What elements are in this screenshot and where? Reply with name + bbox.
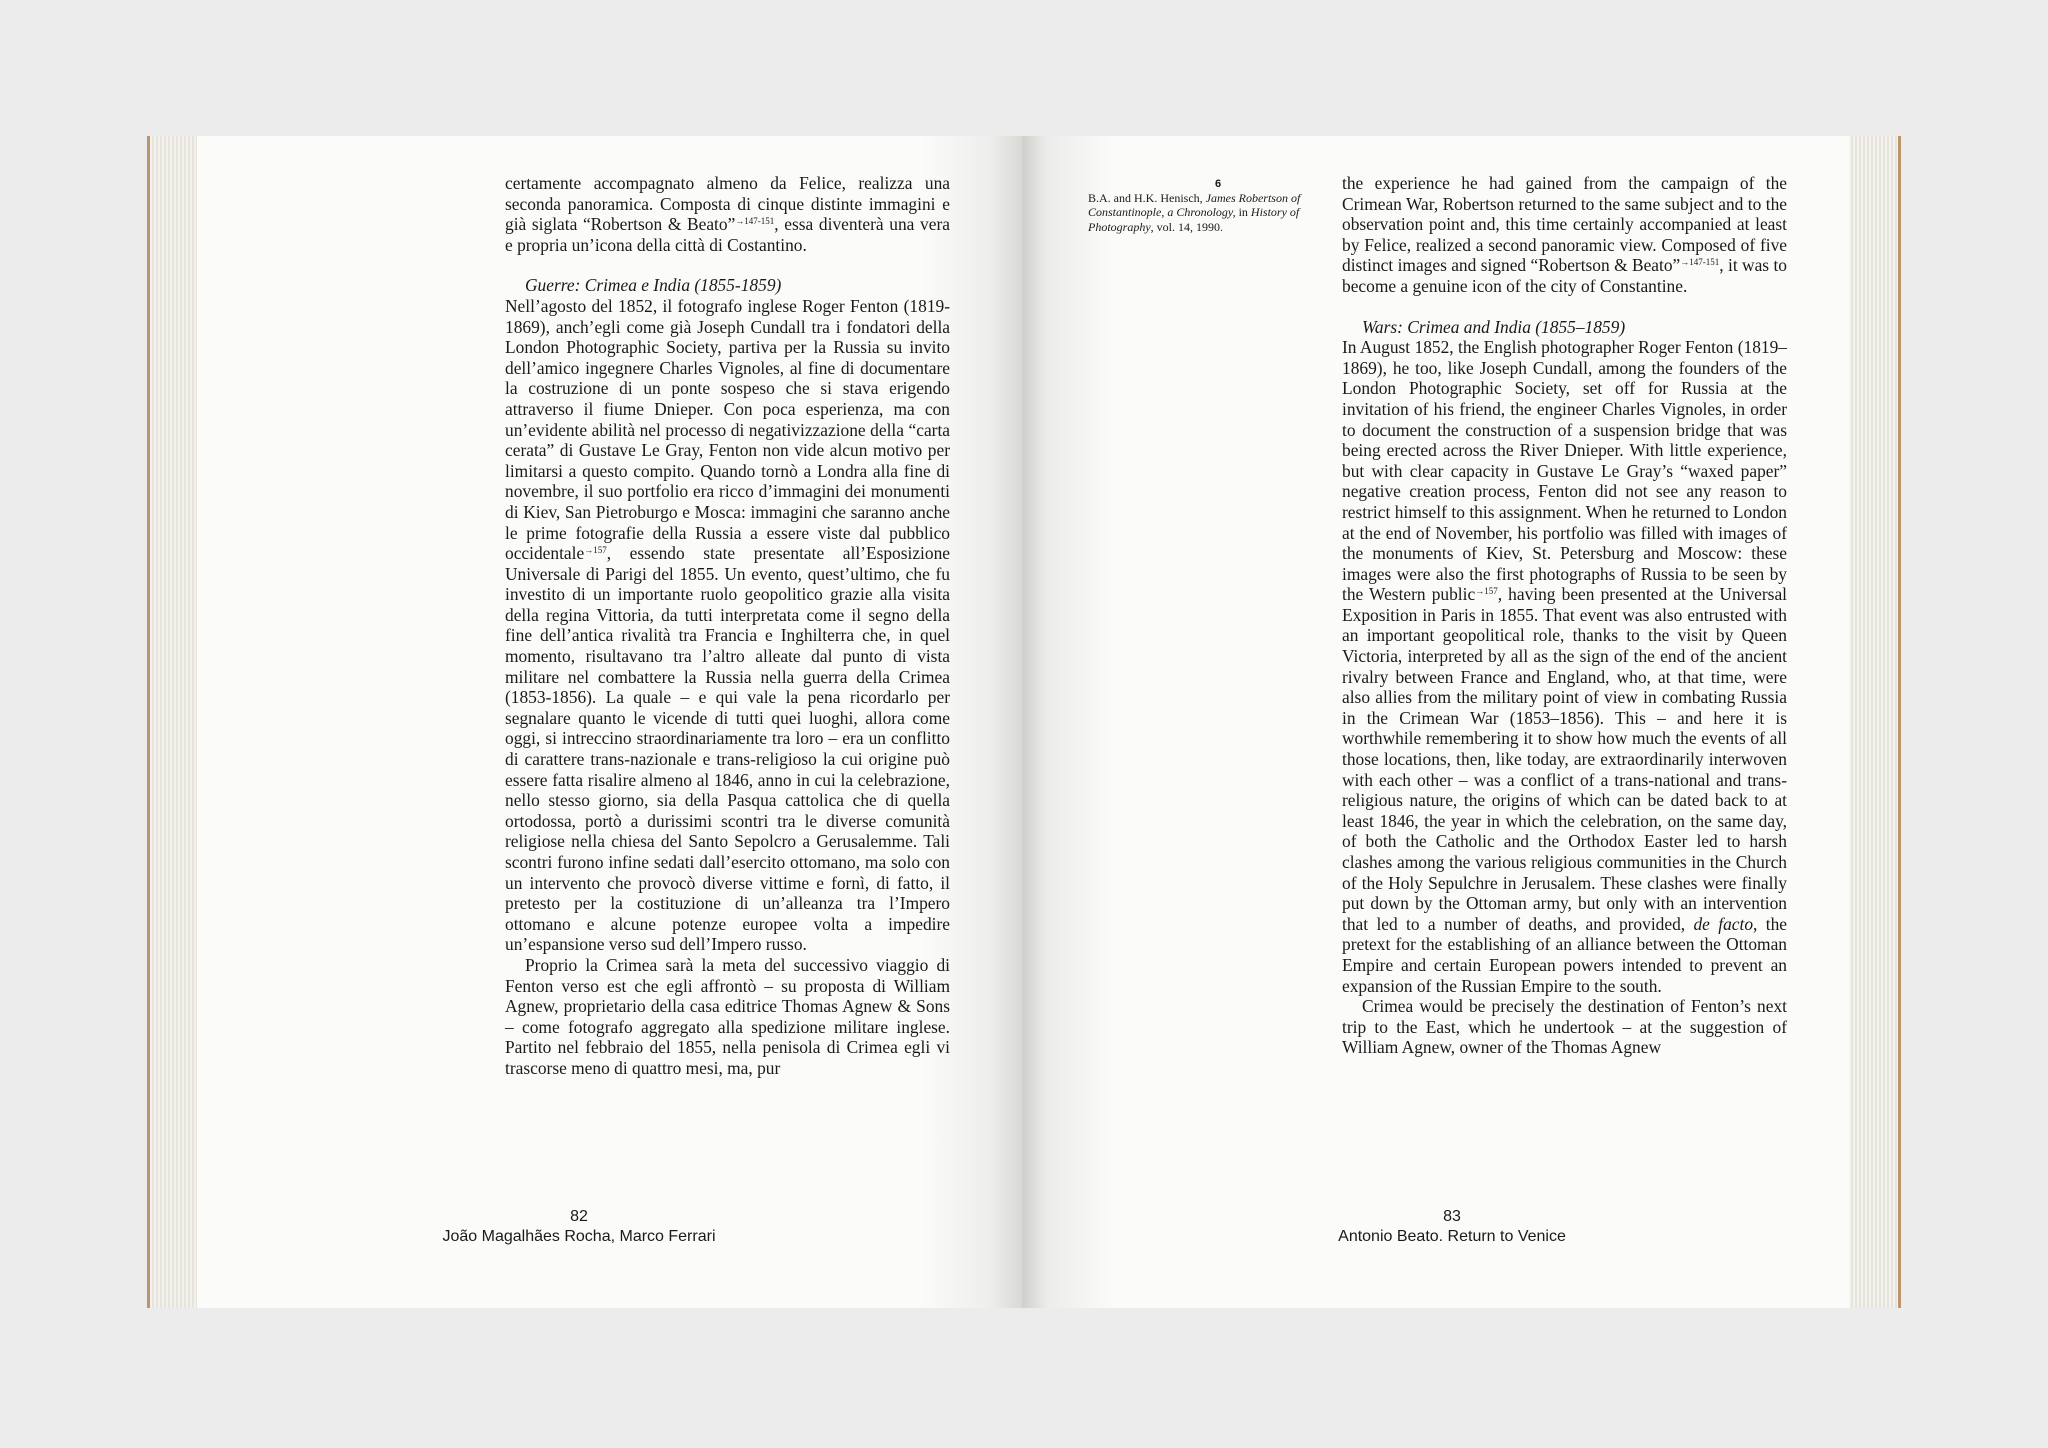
cross-reference: →157 [584,545,607,556]
left-page-text [505,173,950,1079]
cross-reference: →147-151 [735,216,775,227]
open-book [147,136,1901,1308]
cross-reference: →147-151 [1680,257,1720,268]
right-paragraph-2: In August 1852, the English photographer Roger Fenton (1819–1869), he too, like Joseph Cundall, among the founders of the London Photographic Society, set off for Russia at the invitation of his friend, the engineer Charles Vignoles, in order to document the construction of a suspension bridge that was being erected across the River Dnieper. With little experience, but with clear capacity in Gustave Le Gray’s “waxed paper” negative creation process, Fenton did not see any reason to restrict himself to this assignment. When he returned to London at the end of November, his portfolio was filled with images of the monuments of Kiev, St. Petersburg and Moscow: these images were also the first photographs of Russia to be seen by the Western public$^{\to 157}$, having been presented at the Universal Exposition in Paris in 1855. That event was also entrusted with an important geopolitical role, thanks to the visit by Queen Victoria, interpreted by all as the sign of the end of the ancient rivalry between France and England, who, at that time, were also allies from the military point of view in combating Russia in the Crimean War (1853–1856). This – and here it is worthwhile remembering it to show how much the events of all those locations, then, like today, are extraordinarily interwoven with each other – was a conflict of a trans-national and trans-religious nature, the origins of which can be dated back to at least 1846, the year in which the celebration, on the same day, of both the Catholic and the Orthodox Easter led to harsh clashes among the various religious communities in the Church of the Holy Sepulchre in Jerusalem. These clashes were finally put down by the Ottoman army, but only with an intervention that led to a number of deaths, and provided, de facto, the pretext for the establishing of an alliance between the Ottoman Empire and certain European powers intended to prevent an expansion of the Russian Empire to the south. [1342,337,1788,996]
right-page-text [1342,173,1787,1058]
right-paragraph-3: Crimea would be precisely the destination of Fenton’s next trip to the East, which he undertook – at the suggestion of William Agnew, owner of the Thomas Agnew [1342,996,1787,1058]
right-page-footer [1287,1207,1617,1247]
left-paragraph-2: Nell’agosto del 1852, il fotografo inglese Roger Fenton (1819-1869), anch’egli come già Joseph Cundall tra i fondatori della London Photographic Society, partiva per la Russia su invito dell’amico ingegnere Charles Vignoles, al fine di documentare la costruzione di un ponte sospeso che si stava erigendo attraverso il fiume Dnieper. Con poca esperienza, ma con un’evidente abilità nel processo di negativizzazione della “carta cerata” di Gustave Le Gray, Fenton non vide alcun motivo per limitarsi a questo compito. Quando tornò a Londra alla fine di novembre, il suo portfolio era ricco d’immagini dei monumenti di Kiev, San Pietroburgo e Mosca: immagini che saranno anche le prime fotografie della Russia a essere viste dal pubblico occidentale$^{\to 157}$, essendo state presentate all’Esposizione Universale di Parigi del 1855. Un evento, quest’ultimo, che fu investito di un importante ruolo geopolitico grazie alla visita della regina Vittoria, da tutti interpretata come il segno della fine dell’antica rivalità tra Francia e Inghilterra che, in quel momento, risultavano tra l’altro alleate dal punto di vista militare nel combattere la Russia nella guerra della Crimea (1853-1856). La quale – e qui vale la pena ricordarlo per segnalare quanto le vicende di tutti quei luoghi, allora come oggi, si intreccino straordinariamente tra loro – era un conflitto di carattere trans-nazionale e trans-religioso la cui origine può essere fatta risalire almeno al 1846, anno in cui la celebrazione, nello stesso giorno, sia della Pasqua cattolica che di quella ortodossa, portò a durissimi scontri tra le diverse comunità religiose nella chiesa del Santo Sepolcro a Gerusalemme. Tali scontri furono infine sedati dall’esercito ottomano, ma solo con un intervento che provocò diverse vittime e fornì, di fatto, il pretesto per la costituzione di un’alleanza tra l’Impero ottomano e alcune potenze europee volta a impedire un’espansione verso sud dell’Impero russo. [505,295,950,955]
section-heading: Guerre: Crimea e India (1855-1859) [525,275,782,296]
left-paragraph-1: certamente accompagnato almeno da Felice, realizza una seconda panoramica. Composta di cinque distinte immagini e già siglata “Robertson & Beato”$^{\to 147-151}$, essa diventerà una vera e propria un’icona della città di Costantino. [505,173,950,255]
left-paragraph-3: Proprio la Crimea sarà la meta del successivo viaggio di Fenton verso est che egli affrontò – su proposta di William Agnew, proprietario della casa editrice Thomas Agnew & Sons – come fotografo aggregato alla spedizione militare inglese. Partito nel febbraio del 1855, nella penisola di Crimea egli vi trascorse meno di quattro mesi, ma, pur [505,954,950,1078]
running-footer: João Magalhães Rocha, Marco Ferrari [442,1228,716,1245]
page-number: 83 [1443,1208,1461,1225]
left-page [197,136,1022,1308]
page-number: 82 [570,1208,588,1225]
section-heading: Wars: Crimea and India (1855–1859) [1362,316,1626,337]
page-edge-left [147,136,197,1308]
footnote [1088,177,1348,234]
right-paragraph-1: the experience he had gained from the campaign of the Crimean War, Robertson returned to the same subject and to the observation point and, this time certainly accompanied at least by Felice, realized a second panoramic view. Composed of five distinct images and signed “Robertson & Beato”$^{\to 147-151}$, it was to become a genuine icon of the city of Constantine. [1342,173,1787,296]
footnote-number: 6 [1214,178,1222,190]
right-page [1022,136,1849,1308]
page-edge-right [1849,136,1901,1308]
cross-reference: →157 [1475,586,1498,597]
left-page-footer [429,1207,729,1247]
running-footer: Antonio Beato. Return to Venice [1338,1228,1566,1245]
footnote-text: B.A. and H.K. Henisch, James Robertson of Constantinople, a Chronology, in History of Photography, vol. 14, 1990. [1088,191,1301,234]
